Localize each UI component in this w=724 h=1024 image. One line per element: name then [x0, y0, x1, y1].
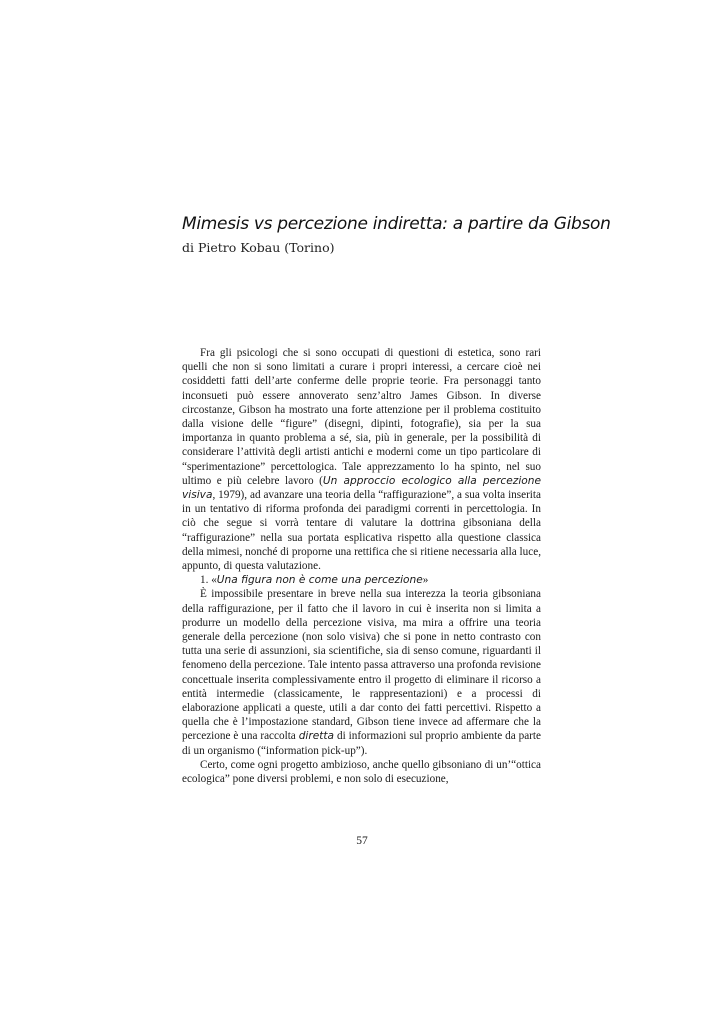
cited-book-title: Un approccio ecologico alla percezione visiva	[182, 474, 541, 502]
page-number: 57	[356, 835, 368, 847]
section-number: 1. «	[200, 574, 217, 587]
section-heading	[182, 573, 541, 587]
section-text-part1: È impossibile presentare in breve nella sua interezza la teoria gibsoniana della raffigurazione, per il fatto che il lavoro in cui è inserita non si limita a produrre un modello della percezione visiva, ma mira a offrire una teoria generale della percezione (non solo visiva) che si pone in netto contrasto con tutta una serie di assunzioni, sia scientifiche, sia di senso comune, riguardanti il fenomeno della percezione. Tale intento passa attraverso una profonda revisione concettuale inserita complessivamente entro il progetto di eliminare il ricorso a entità intermedie (classicamente, le rappresentazioni) e a processi di elaborazione applicati a queste, utili a dar conto dei fatti percettivi. Rispetto a quella che è l’impostazione standard, Gibson tiene invece ad affermare che la percezione è una raccolta	[182, 588, 541, 743]
section-paragraph-1	[182, 587, 541, 757]
section-text-part2: di informazioni sul proprio ambiente da parte di un organismo (“information pick-up”).	[182, 730, 541, 757]
intro-text-part2: , 1979), ad avanzare una teoria della “raffigurazione”, a sua volta inserita in un tentativo di riforma profonda dei paradigmi correnti in percettologia. In ciò che segue si vorrà tentare di valutare la dottrina gibsoniana della “raffigurazione” nella sua portata esplicativa rispetto alla questione classica della mimesi, nonché di proporne una rettifica che si ritiene necessaria alla luce, appunto, di questa valutazione.	[182, 489, 541, 573]
article-body	[182, 346, 541, 786]
section-title: Una figura non è come una percezione	[216, 574, 423, 587]
section-close-quote: »	[422, 574, 429, 587]
intro-paragraph	[182, 346, 541, 573]
intro-text-part1: Fra gli psicologi che si sono occupati di questioni di estetica, sono rari quelli che non si sono limitati a curare i propri interessi, a cercare cioè nei cosiddetti fatti dell’arte conferme delle proprie teorie. Fra personaggi tanto inconsueti può essere annoverato senz’altro James Gibson. In diverse circostanze, Gibson ha mostrato una forte attenzione per il problema costituito dalla visione delle “figure” (disegni, dipinti, fotografie), sia per la sua importanza in quanto problema a sé, sia, più in generale, per la possibilità di considerare l’attività degli artisti antichi e moderni come un tipo particolare di “sperimentazione” percettologica. Tale apprezzamento lo ha spinto, nel suo ultimo e più celebre lavoro (	[182, 347, 541, 487]
section-paragraph-2: Certo, come ogni progetto ambizioso, anche quello gibsoniano di un’“ottica ecologica” pone diversi problemi, e non solo di esecuzione,	[182, 758, 541, 786]
article-title: Mimesis vs percezione indiretta: a partire da Gibson	[182, 214, 611, 234]
emphasized-word: diretta	[298, 730, 335, 743]
article-author: di Pietro Kobau (Torino)	[182, 240, 335, 255]
